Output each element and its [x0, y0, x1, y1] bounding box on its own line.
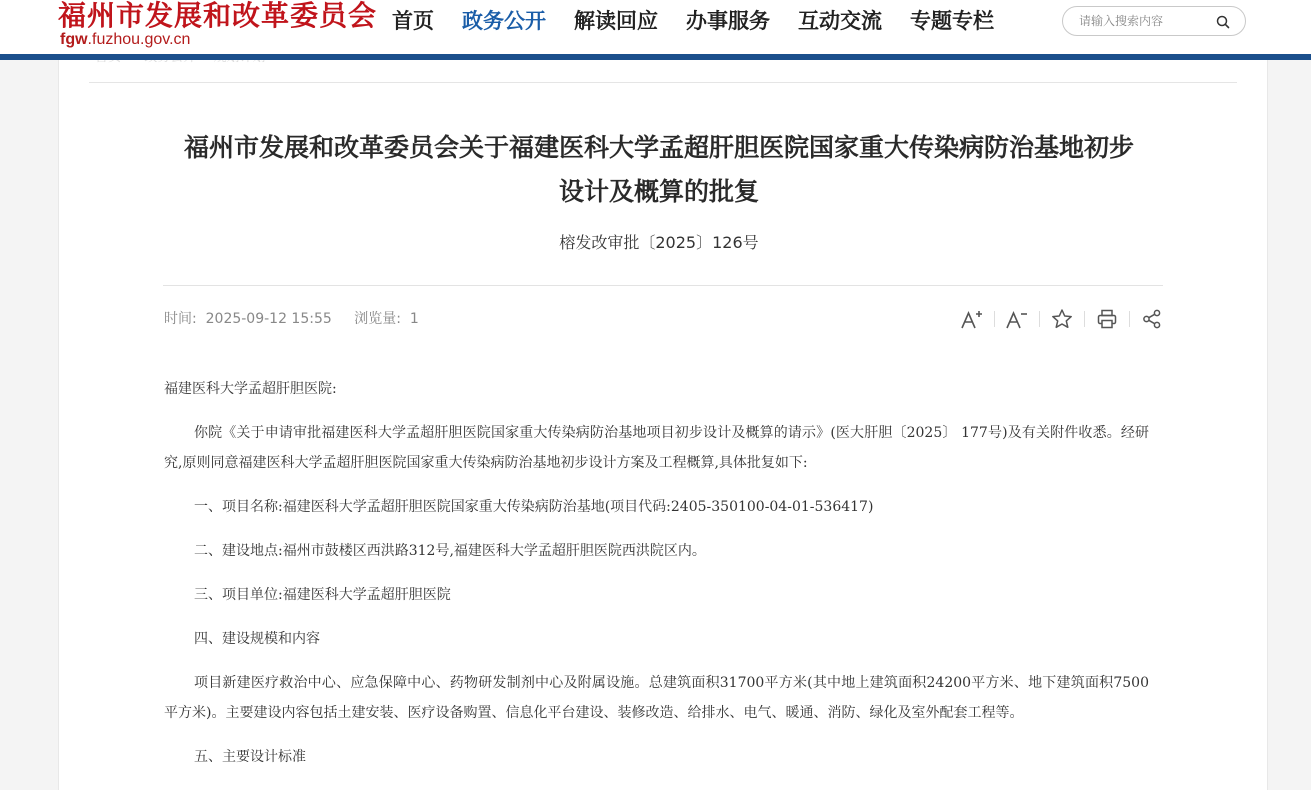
font-increase-icon: [960, 308, 984, 330]
site-logo-title[interactable]: 福州市发展和改革委员会: [58, 0, 378, 32]
body-paragraph: 一、项目名称:福建医科大学孟超肝胆医院国家重大传染病防治基地(项目代码:2405-350100-04-01-536417): [194, 499, 874, 515]
article-title-line2: 设计及概算的批复: [558, 177, 759, 206]
favorite-button[interactable]: [1045, 306, 1079, 332]
site-header: [0, 0, 1311, 54]
views-count: 1: [409, 311, 419, 327]
article-meta: [164, 308, 419, 328]
tool-separator: [1084, 311, 1085, 327]
header-divider-bar: [0, 54, 1311, 60]
font-decrease-button[interactable]: [1000, 306, 1034, 332]
body-paragraph: 三、项目单位:福建医科大学孟超肝胆医院: [194, 587, 451, 603]
article-title-line1: 福州市发展和改革委员会关于福建医科大学孟超肝胆医院国家重大传染病防治基地初步: [183, 133, 1134, 162]
time-label: 时间:: [164, 311, 197, 327]
breadcrumb-divider: [89, 82, 1237, 83]
tool-separator: [1039, 311, 1040, 327]
article-title: [159, 126, 1159, 214]
body-paragraph: 四、建设规模和内容: [194, 631, 320, 647]
body-paragraph: 二、建设地点:福州市鼓楼区西洪路312号,福建医科大学孟超肝胆医院西洪院区内。: [194, 543, 706, 559]
body-paragraph: 五、主要设计标准: [194, 749, 306, 765]
main-nav: [392, 6, 1022, 38]
views-label: 浏览量:: [354, 311, 401, 327]
search-box: [1062, 6, 1246, 36]
publish-time: 2025-09-12 15:55: [205, 311, 332, 327]
nav-item-home[interactable]: 首页: [392, 9, 434, 33]
nav-item-services[interactable]: 办事服务: [686, 9, 770, 33]
body-paragraph: 你院《关于申请审批福建医科大学孟超肝胆医院国家重大传染病防治基地项目初步设计及概算的请示》(医大肝胆〔2025〕 177号)及有关附件收悉。经研究,原则同意福建医科大学孟超肝胆医院国家重大传染病防治基地初步设计方案及工程概算,具体批复如下:: [164, 425, 1149, 471]
salutation: 福建医科大学孟超肝胆医院:: [164, 381, 337, 397]
site-domain: [60, 31, 190, 49]
nav-item-topics[interactable]: 专题专栏: [910, 9, 994, 33]
body-paragraph: 项目新建医疗救治中心、应急保障中心、药物研发制剂中心及附属设施。总建筑面积31700平方米(其中地上建筑面积24200平方米、地下建筑面积7500平方米)。主要建设内容包括土建安装、医疗设备购置、信息化平台建设、装修改造、给排水、电气、暖通、消防、绿化及室外配套工程等。: [164, 675, 1149, 721]
document-number: 榕发改审批〔2025〕126号: [559, 233, 759, 252]
tool-separator: [1129, 311, 1130, 327]
share-icon: [1141, 308, 1163, 330]
tool-separator: [994, 311, 995, 327]
print-icon: [1096, 308, 1118, 330]
nav-item-interpretation[interactable]: 解读回应: [574, 9, 658, 33]
font-decrease-icon: [1005, 308, 1029, 330]
search-input[interactable]: [1079, 12, 1209, 30]
print-button[interactable]: [1090, 306, 1124, 332]
star-icon: [1051, 308, 1073, 330]
nav-item-interaction[interactable]: 互动交流: [798, 9, 882, 33]
article-body: [164, 374, 1149, 772]
share-button[interactable]: [1135, 306, 1169, 332]
site-domain-prefix: fgw: [60, 31, 88, 48]
nav-item-gov-affairs[interactable]: 政务公开: [462, 9, 546, 33]
search-icon[interactable]: [1215, 14, 1231, 30]
font-increase-button[interactable]: [955, 306, 989, 332]
meta-divider: [163, 285, 1163, 286]
article-tools: [955, 306, 1169, 332]
article-card: [58, 50, 1268, 790]
site-domain-suffix: .fuzhou.gov.cn: [87, 31, 191, 48]
